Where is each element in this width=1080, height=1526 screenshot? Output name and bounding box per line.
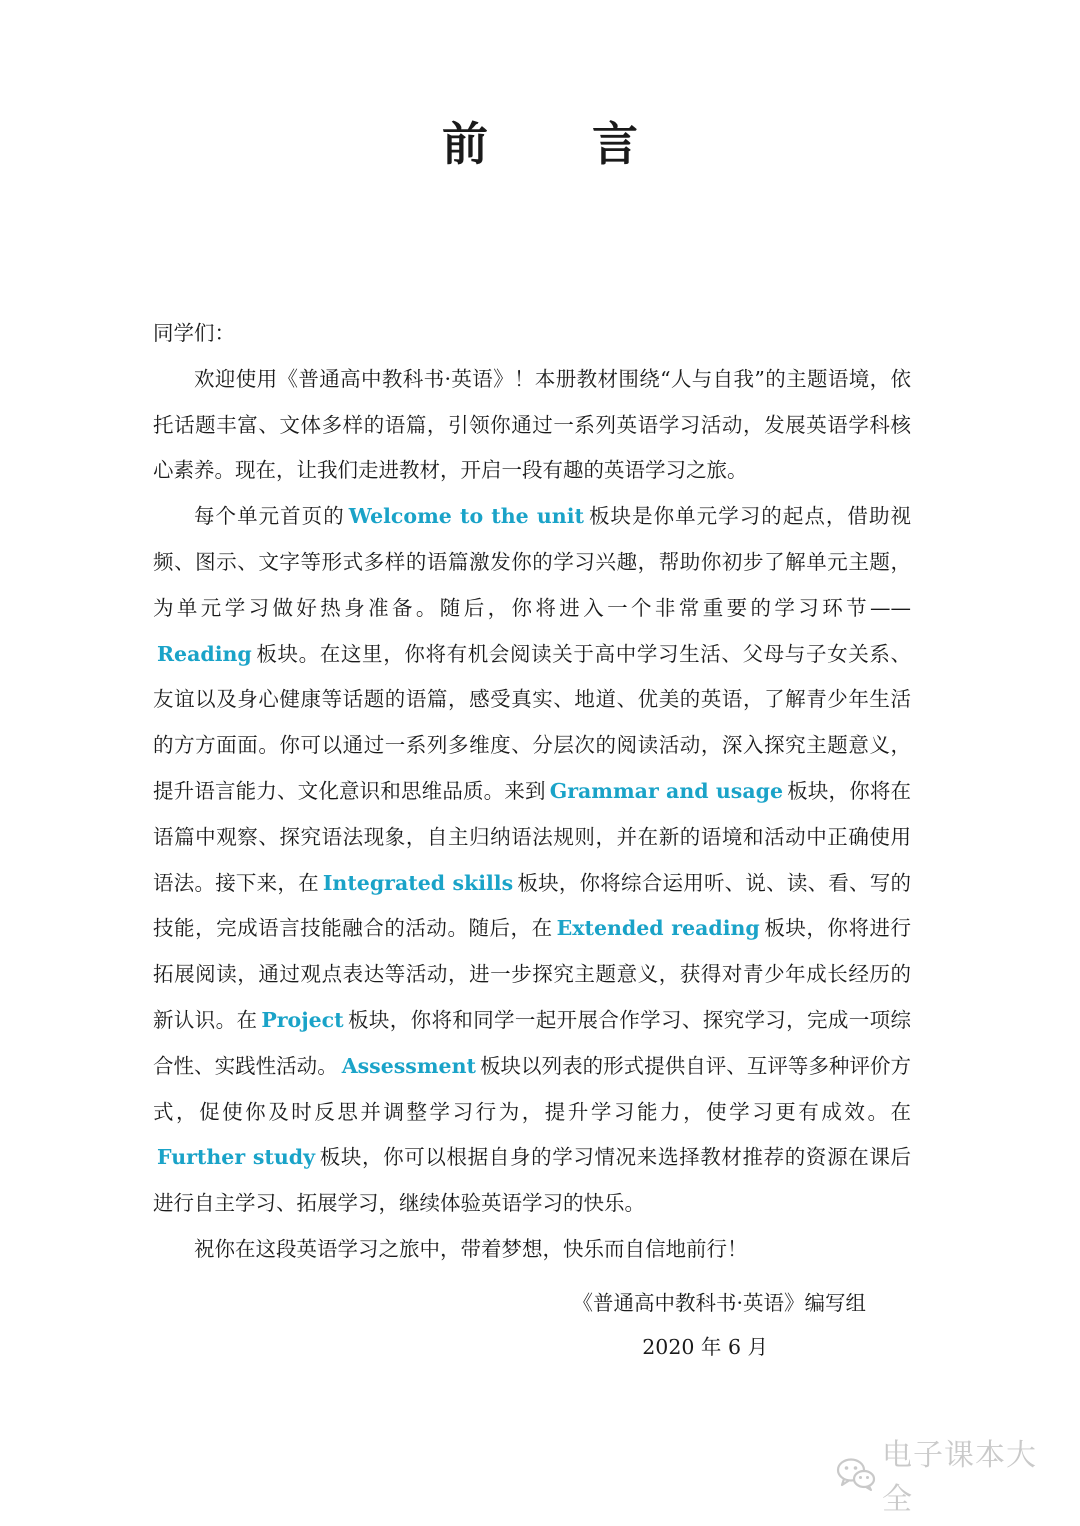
paragraph-text: 每个单元首页的 xyxy=(194,504,345,529)
section-name-project: Project xyxy=(261,1007,344,1032)
salutation: 同学们： xyxy=(153,321,235,345)
paragraph-sections xyxy=(153,494,911,1227)
section-name-extended-reading: Extended reading xyxy=(556,916,760,941)
section-name-reading: Reading xyxy=(157,641,252,666)
paragraph-text: 板块是你单元学习的起点，借助视频、图示、文字等形式多样的语篇激发你的学习兴趣，帮助你初步了解单元主题，为单元学习做好热身准备。随后，你将进入一个非常重要的学习环节—— xyxy=(153,504,912,620)
section-name-grammar: Grammar and usage xyxy=(549,778,783,803)
paragraph-intro: 欢迎使用《普通高中教科书·英语》！本册教材围绕“人与自我”的主题语境，依托话题丰富、文体多样的语篇，引领你通过一系列英语学习活动，发展英语学科核心素养。现在，让我们走进教材，开启一段有趣的英语学习之旅。 xyxy=(153,366,911,483)
section-name-welcome: Welcome to the unit xyxy=(348,504,584,529)
paragraph-text: 板块，你将和同学一起开展合作学习、探究学习，完成一项综合性、实践性活动。 xyxy=(153,1007,912,1078)
paragraph-text: 板块以列表的形式提供自评、互评等多种评价方式，促使你及时反思并调整学习行为，提升学习能力，使学习更有成效。在 xyxy=(153,1053,912,1124)
watermark-text: 电子课本大全 xyxy=(882,1438,1037,1517)
paragraph-text: 板块，你将进行拓展阅读，通过观点表达等活动，进一步探究主题意义，获得对青少年成长经历的新认识。在 xyxy=(153,916,912,1032)
page-title: 前 言 xyxy=(441,117,682,171)
date: 2020 年 6 月 xyxy=(642,1335,768,1359)
paragraph-text: 板块，你将综合运用听、说、读、看、写的技能，完成语言技能融合的活动。随后，在 xyxy=(153,870,912,941)
section-name-assessment: Assessment xyxy=(341,1053,476,1078)
paragraph-closing: 祝你在这段英语学习之旅中，带着梦想，快乐而自信地前行！ xyxy=(194,1236,748,1261)
watermark xyxy=(836,1438,1056,1517)
section-name-further-study: Further study xyxy=(157,1145,316,1170)
preface-body xyxy=(153,311,911,1273)
signature: 《普通高中教科书·英语》编写组 xyxy=(572,1291,866,1315)
paragraph-text: 板块，你将在语篇中观察、探究语法现象，自主归纳语法规则，并在新的语境和活动中正确使用语法。接下来，在 xyxy=(153,778,911,895)
section-name-integrated-skills: Integrated skills xyxy=(322,870,514,895)
paragraph-text: 板块。在这里，你将有机会阅读关于高中学习生活、父母与子女关系、友谊以及身心健康等话题的语篇，感受真实、地道、优美的英语，了解青少年生活的方方面面。你可以通过一系列多维度、分层次的阅读活动，深入探究主题意义，提升语言能力、文化意识和思维品质。来到 xyxy=(153,641,911,803)
paragraph-text: 板块，你可以根据自身的学习情况来选择教材推荐的资源在课后进行自主学习、拓展学习，继续体验英语学习的快乐。 xyxy=(153,1145,911,1216)
wechat-icon xyxy=(836,1457,876,1491)
